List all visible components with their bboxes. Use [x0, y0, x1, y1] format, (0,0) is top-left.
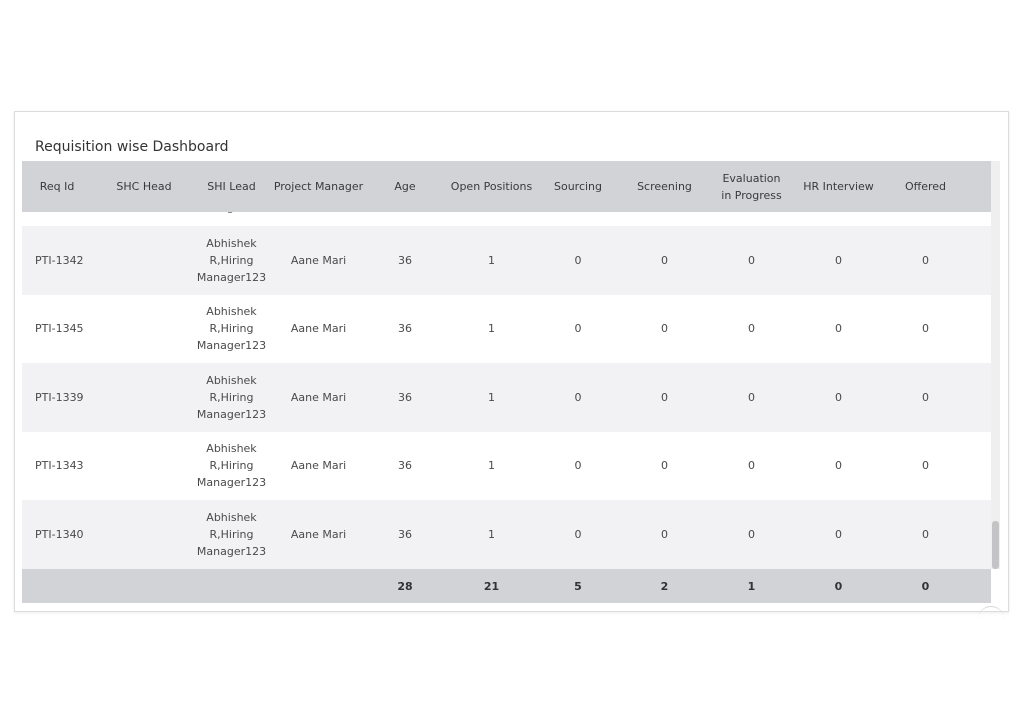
column-header-project-manager[interactable]: Project Manager: [273, 180, 364, 193]
cell-sourcing: 0: [574, 459, 582, 473]
cell-shc-head: [92, 363, 196, 432]
table-header: [22, 161, 991, 212]
cell-shc-head: [92, 226, 196, 295]
cell-offered: 0: [922, 322, 929, 336]
total-hr-interview: 0: [834, 579, 843, 593]
cell-shi-lead: Abhishek R,Hiring Manager123: [196, 510, 267, 558]
cell-offered: 0: [922, 459, 929, 473]
cell-screening: 0: [661, 527, 668, 541]
cell-age: 36: [398, 527, 412, 541]
column-header-req-id[interactable]: Req Id: [39, 180, 75, 193]
total-evaluation: 1: [747, 579, 756, 593]
cell-sourcing: 0: [574, 390, 582, 404]
table-row[interactable]: [22, 363, 991, 432]
cell-hr-interview: 0: [835, 459, 842, 473]
cell-req-id: PTI-1342: [35, 253, 84, 267]
table-row[interactable]: [22, 226, 991, 295]
cell-project-manager: Aane Mari: [290, 527, 347, 541]
cell-project-manager: Aane Mari: [290, 459, 347, 473]
cell-sourcing: 0: [574, 322, 582, 336]
cell-hr-interview: 0: [835, 322, 842, 336]
total-age: 28: [397, 579, 413, 593]
total-cell-empty: [22, 569, 92, 603]
cell-screening: 0: [661, 322, 668, 336]
cell-req-id: PTI-1340: [35, 527, 84, 541]
dashboard-title: Requisition wise Dashboard: [35, 139, 229, 155]
table-row[interactable]: [22, 295, 991, 364]
column-header-sourcing[interactable]: Sourcing: [553, 180, 603, 193]
table-row[interactable]: [22, 500, 991, 569]
cell-evaluation: 0: [748, 527, 755, 541]
requisition-table: [22, 161, 1005, 603]
scrollbar-thumb[interactable]: [992, 521, 999, 569]
cell-sourcing: 0: [574, 527, 582, 541]
cell-shi-lead: Abhishek R,Hiring Manager123: [196, 305, 267, 353]
cell-evaluation: 0: [748, 253, 755, 267]
cell-evaluation: 0: [748, 390, 755, 404]
table-row[interactable]: [22, 432, 991, 501]
column-header-offered[interactable]: Offered: [904, 180, 947, 193]
cell-screening: 0: [661, 390, 668, 404]
cell-evaluation: 0: [748, 322, 755, 336]
cell-screening: 0: [661, 253, 668, 267]
cell-project-manager: Aane Mari: [290, 253, 347, 267]
total-cell-empty: [196, 569, 267, 603]
cell-offered: 0: [922, 253, 929, 267]
column-header-shi-lead[interactable]: SHI Lead: [207, 180, 256, 193]
column-header-evaluation-in-progress[interactable]: Evaluation in Progress: [721, 171, 782, 202]
column-header-hr-interview[interactable]: HR Interview: [803, 180, 874, 193]
table-scrollbar[interactable]: [991, 161, 1000, 569]
cell-req-id: PTI-1345: [35, 322, 84, 336]
table-totals-row: [22, 569, 991, 603]
column-header-age[interactable]: Age: [394, 180, 416, 193]
cell-req-id: PTI-1339: [35, 390, 84, 404]
cell-hr-interview: 0: [835, 390, 842, 404]
table-rows: [22, 226, 991, 569]
cell-hr-interview: 0: [835, 253, 842, 267]
total-cell-empty: [92, 569, 196, 603]
cell-hr-interview: 0: [835, 527, 842, 541]
cell-age: 36: [398, 390, 412, 404]
cell-offered: 0: [922, 390, 929, 404]
cell-project-manager: Aane Mari: [290, 390, 347, 404]
cell-shi-lead: Abhishek R,Hiring Manager123: [196, 236, 267, 284]
cell-req-id: PTI-1343: [35, 459, 84, 473]
resize-handle[interactable]: [978, 606, 1004, 619]
cell-shi-lead: Abhishek R,Hiring Manager123: [196, 373, 267, 421]
total-open-positions: 21: [483, 579, 500, 593]
total-offered: 0: [921, 579, 930, 593]
cell-open-positions: 1: [488, 459, 495, 473]
column-header-screening[interactable]: Screening: [637, 180, 692, 193]
cell-age: 36: [398, 253, 412, 267]
cell-open-positions: 1: [488, 527, 495, 541]
requisition-dashboard-card: [14, 111, 1009, 612]
cell-shi-lead: Abhishek R,Hiring Manager123: [196, 442, 267, 490]
cell-evaluation: 0: [748, 459, 755, 473]
cell-open-positions: 1: [488, 390, 495, 404]
table-body[interactable]: [22, 209, 991, 569]
cell-age: 36: [398, 322, 412, 336]
cell-project-manager: Aane Mari: [290, 322, 347, 336]
column-header-open-positions[interactable]: Open Positions: [450, 180, 533, 193]
cell-open-positions: 1: [488, 253, 495, 267]
total-screening: 2: [660, 579, 669, 593]
cell-shc-head: [92, 432, 196, 501]
cell-shc-head: [92, 500, 196, 569]
cell-screening: 0: [661, 459, 668, 473]
total-cell-empty: [267, 569, 370, 603]
cell-offered: 0: [922, 527, 929, 541]
cell-shc-head: [92, 295, 196, 364]
total-sourcing: 5: [574, 579, 582, 593]
cell-open-positions: 1: [488, 322, 495, 336]
cell-age: 36: [398, 459, 412, 473]
cell-sourcing: 0: [574, 253, 582, 267]
column-header-shc-head[interactable]: SHC Head: [116, 180, 172, 193]
